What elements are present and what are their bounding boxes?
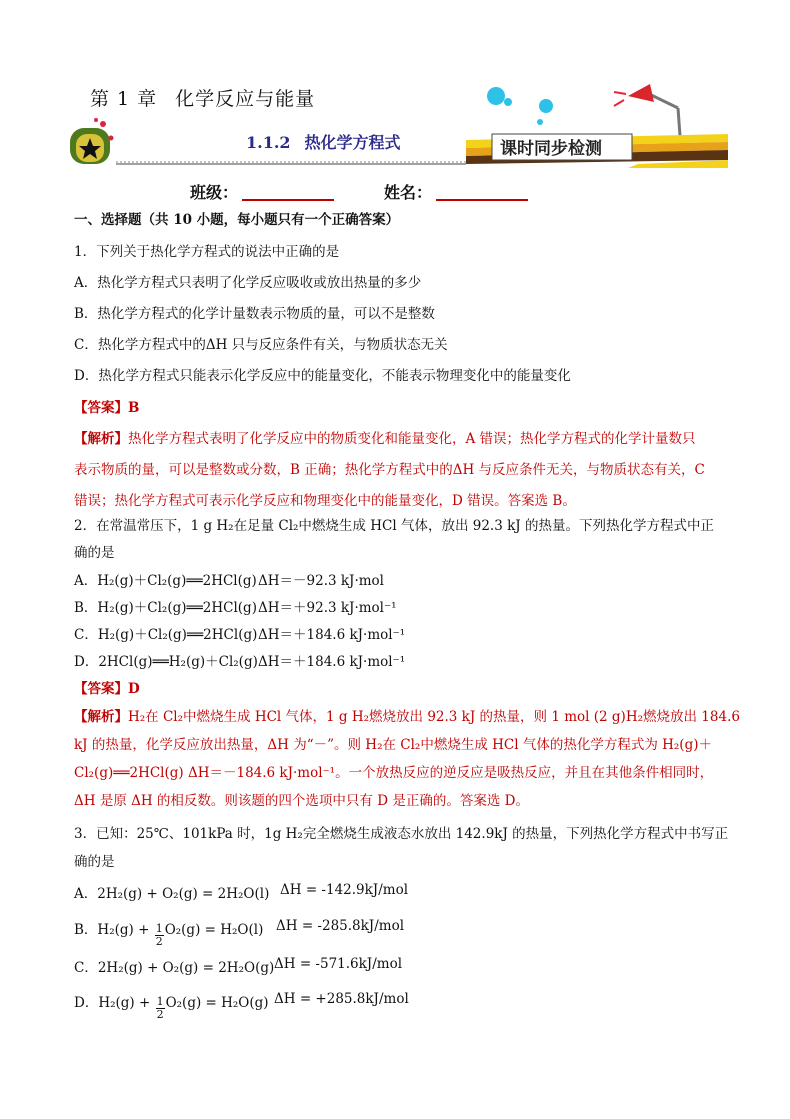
q1-explanation-line2: 表示物质的量，可以是整数或分数，B 正确；热化学方程式中的ΔH 与反应条件无关，与物质状态有关，C [74,462,705,478]
part-heading: 一、选择题（共 10 小题，每小题只有一个正确答案） [74,212,400,228]
name-label: 姓名： [384,183,433,202]
lamp-icon [614,84,680,136]
q1-option-b: B．热化学方程式的化学计量数表示物质的量，可以不是整数 [74,306,435,322]
q1-explanation-line3: 错误；热化学方程式可表示化学反应和物理变化中的能量变化，D 错误。答案选 B。 [74,493,576,509]
q2-option-d: D．2HCl(g)══H₂(g)＋Cl₂(g) ΔH＝＋184.6 kJ·mol⁻¹ [74,654,406,670]
header-banner [68,80,728,172]
q2-answer: 【答案】D [74,681,140,697]
q1-answer: 【答案】B [74,400,140,416]
fraction-one-half: $\frac{1}{2}$ [156,995,164,1021]
q3-stem-line1: 3．已知：25℃、101kPa 时，1g H₂完全燃烧生成液态水放出 142.9kJ 的热量，下列热化学方程式中书写正 [74,826,729,842]
q2-option-a: A．H₂(g)＋Cl₂(g)══2HCl(g) ΔH＝－92.3 kJ·mol [74,573,385,589]
q2-stem-line1: 2．在常温常压下，1 g H₂在足量 Cl₂中燃烧生成 HCl 气体，放出 92.3 kJ 的热量。下列热化学方程式中正 [74,518,714,534]
class-field [190,180,334,203]
q2-explanation-line3: Cl₂(g)══2HCl(g) ΔH＝－184.6 kJ·mol⁻¹。一个放热反应的逆反应是吸热反应，并且在其他条件相同时， [74,765,714,781]
q3-option-d: D．H₂(g) + $\frac{1}{2}$ O₂(g) = H₂O(g) ΔH = +285.8kJ/mol [74,991,409,1021]
name-blank[interactable] [436,199,528,201]
q3-option-a: A．2H₂(g) + O₂(g) = 2H₂O(l) ΔH = -142.9kJ/mol [74,882,409,902]
badge-icon [70,118,114,164]
q1-option-a: A．热化学方程式只表明了化学反应吸收或放出热量的多少 [74,275,422,291]
q3-option-c: C．2H₂(g) + O₂(g) = 2H₂O(g) ΔH = -571.6kJ/mol [74,956,403,976]
q1-stem: 1．下列关于热化学方程式的说法中正确的是 [74,244,340,260]
q3-option-b: B．H₂(g) + $\frac{1}{2}$ O₂(g) = H₂O(l) ΔH = -285.8kJ/mol [74,918,405,948]
q1-explanation-line1: 【解析】热化学方程式表明了化学反应中的物质变化和能量变化，A 错误；热化学方程式的化学计量数只 [74,431,696,447]
q1-option-c: C．热化学方程式中的ΔH 只与反应条件有关，与物质状态无关 [74,337,448,353]
q3-stem-line2: 确的是 [74,854,115,870]
class-label: 班级： [190,183,239,202]
class-blank[interactable] [242,199,334,201]
name-field [384,180,528,203]
q2-explanation-line4: ΔH 是原 ΔH 的相反数。则该题的四个选项中只有 D 是正确的。答案选 D。 [74,793,529,809]
sync-test-tag: 课时同步检测 [500,139,602,159]
chapter-number: 第 1 章 [90,88,158,110]
q2-explanation-line2: kJ 的热量，化学反应放出热量，ΔH 为“－”。则 H₂在 Cl₂中燃烧生成 HCl 气体的热化学方程式为 H₂(g)＋ [74,737,712,753]
q2-option-c: C．H₂(g)＋Cl₂(g)══2HCl(g) ΔH＝＋184.6 kJ·mol⁻¹ [74,627,406,643]
section-title: 1.1.2 热化学方程式 [246,133,401,152]
q2-explanation-line1: 【解析】H₂在 Cl₂中燃烧生成 HCl 气体，1 g H₂燃烧放出 92.3 kJ 的热量，则 1 mol (2 g)H₂燃烧放出 184.6 [74,709,740,725]
q1-option-d: D．热化学方程式只能表示化学反应中的能量变化，不能表示物理变化中的能量变化 [74,368,571,384]
q2-stem-line2: 确的是 [74,545,115,561]
q2-option-b: B．H₂(g)＋Cl₂(g)══2HCl(g) ΔH＝＋92.3 kJ·mol⁻¹ [74,600,397,616]
chapter-title: 化学反应与能量 [175,88,316,110]
fraction-one-half: $\frac{1}{2}$ [155,922,163,948]
bubble-icon [487,87,505,105]
